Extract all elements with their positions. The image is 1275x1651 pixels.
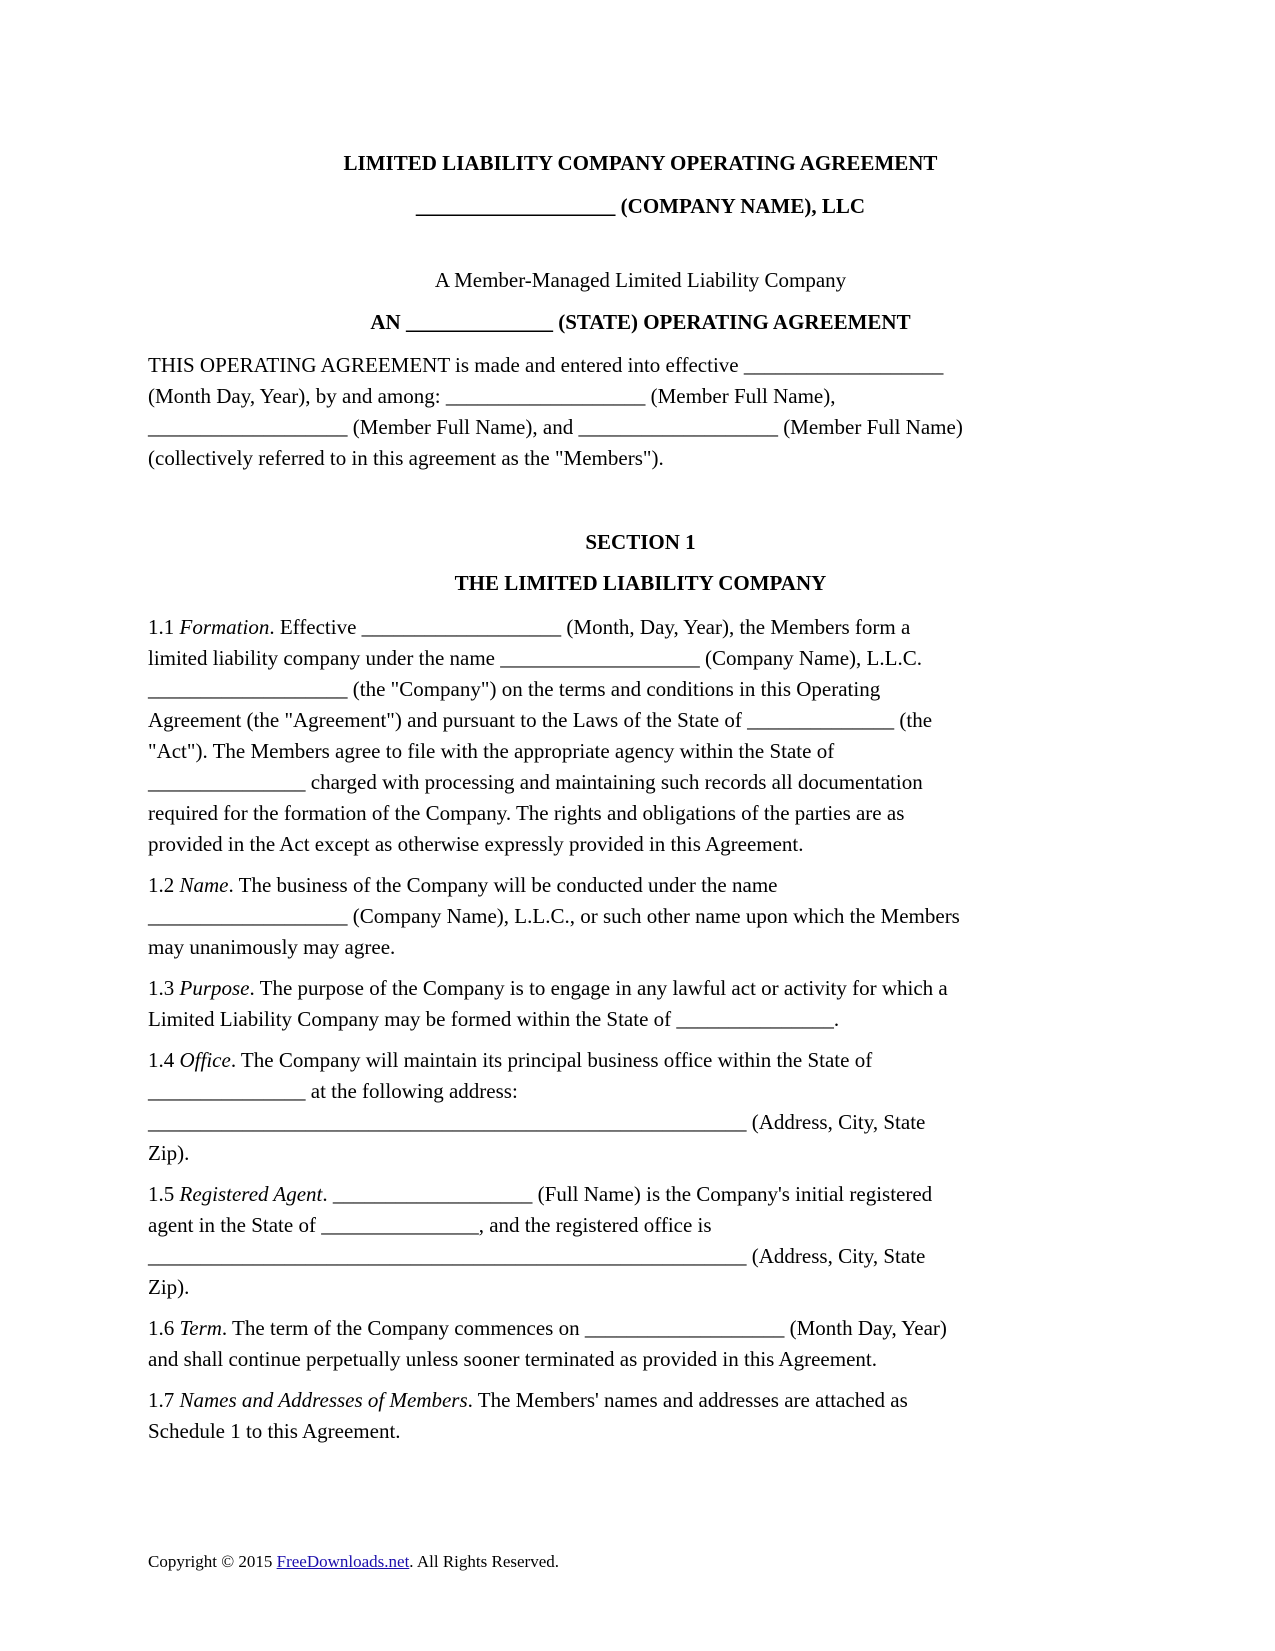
clause-text: agent in the State of _______________, and the registered office is [148,1213,712,1237]
clause-text: _______________ charged with processing and maintaining such records all documentation [148,770,923,794]
clause-number: 1.3 [148,976,180,1000]
clause-text: . ___________________ (Full Name) is the Company's initial registered [322,1182,933,1206]
clause-term: Office [179,1048,231,1072]
clause-number: 1.6 [148,1316,180,1340]
intro-line: ___________________ (Member Full Name), and ___________________ (Member Full Name) [148,415,963,439]
clause-text: limited liability company under the name ___________________ (Company Name), L.L.C. [148,646,922,670]
clause-term: Names and Addresses of Members [179,1388,468,1412]
clause-text: _______________ at the following address: [148,1079,518,1103]
clause-text: ___________________ (Company Name), L.L.C., or such other name upon which the Members [148,904,960,928]
clause-text: "Act"). The Members agree to file with the appropriate agency within the State of [148,739,835,763]
clause-1-5 [148,1179,1133,1303]
section-title: THE LIMITED LIABILITY COMPANY [454,571,827,595]
clause-term: Registered Agent [179,1182,323,1206]
clause-term: Formation [179,615,270,639]
intro-line: (collectively referred to in this agreement as the "Members"). [148,446,664,470]
clause-text: . The term of the Company commences on ___________________ (Month Day, Year) [221,1316,947,1340]
document-subtitle: A Member-Managed Limited Liability Company [434,268,847,292]
clause-text: Schedule 1 to this Agreement. [148,1419,401,1443]
clause-text: . Effective ___________________ (Month, Day, Year), the Members form a [269,615,911,639]
clause-number: 1.7 [148,1388,180,1412]
copyright-text: Copyright © 2015 [148,1552,277,1571]
company-name-line: ___________________ (COMPANY NAME), LLC [415,194,866,218]
clause-text: provided in the Act except as otherwise expressly provided in this Agreement. [148,832,804,856]
section-heading: SECTION 1 [585,530,696,554]
clause-text: . The purpose of the Company is to engage in any lawful act or activity for which a [249,976,948,1000]
clause-term: Term [179,1316,222,1340]
clause-term: Purpose [179,976,250,1000]
state-agreement-line: AN ______________ (STATE) OPERATING AGREEMENT [370,310,911,334]
clause-text: _________________________________________________________ (Address, City, State [148,1244,926,1268]
clause-number: 1.1 [148,615,180,639]
clause-1-2 [148,870,1133,963]
copyright-suffix: . All Rights Reserved. [409,1552,559,1571]
intro-line: (Month Day, Year), by and among: ___________________ (Member Full Name), [148,384,836,408]
clause-1-1 [148,612,1133,860]
clause-text: _________________________________________________________ (Address, City, State [148,1110,926,1134]
clause-text: Agreement (the "Agreement") and pursuant to the Laws of the State of ______________ (the [148,708,933,732]
clause-text: ___________________ (the "Company") on the terms and conditions in this Operating [148,677,881,701]
clause-text: Zip). [148,1275,190,1299]
clause-text: required for the formation of the Company. The rights and obligations of the parties are as [148,801,905,825]
clause-1-3 [148,973,1133,1035]
clause-text: Limited Liability Company may be formed within the State of _______________. [148,1007,840,1031]
clause-text: and shall continue perpetually unless sooner terminated as provided in this Agreement. [148,1347,877,1371]
clause-text: may unanimously may agree. [148,935,396,959]
section-body [148,612,1133,1457]
clause-text: . The Company will maintain its principal business office within the State of [230,1048,873,1072]
document-title: LIMITED LIABILITY COMPANY OPERATING AGREEMENT [343,151,938,175]
intro-line: THIS OPERATING AGREEMENT is made and entered into effective ___________________ [148,353,944,377]
clause-text: . The Members' names and addresses are attached as [467,1388,908,1412]
clause-number: 1.2 [148,873,180,897]
intro-paragraph [148,350,1133,474]
clause-1-7 [148,1385,1133,1447]
clause-number: 1.5 [148,1182,180,1206]
clause-1-6 [148,1313,1133,1375]
clause-term: Name [179,873,229,897]
clause-1-4 [148,1045,1133,1169]
clause-text: . The business of the Company will be conducted under the name [228,873,778,897]
freedownloads-link[interactable]: FreeDownloads.net [276,1552,410,1571]
copyright-footer [148,1552,559,1572]
clause-text: Zip). [148,1141,190,1165]
clause-number: 1.4 [148,1048,180,1072]
